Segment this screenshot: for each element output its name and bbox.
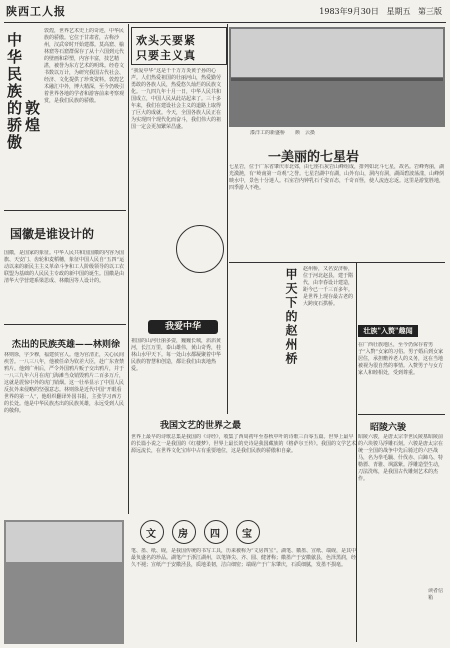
headline-line2: 只要主义真 [136, 49, 196, 62]
photo-sky-bottom [6, 522, 122, 562]
masthead-rule [4, 22, 446, 23]
article-title-zhaozhou: 甲天下的赵州桥 [284, 268, 298, 366]
photo-bridge-deck [231, 78, 443, 81]
date: 1983年9月30日 [319, 7, 379, 16]
rule [358, 414, 445, 415]
column-rule [128, 24, 129, 514]
weekday: 星期五 [386, 7, 411, 16]
article-title-zhaoling: 昭陵六骏 [370, 423, 407, 433]
article-title-qixingyan: 一美丽的七星岩 [268, 150, 360, 165]
photo-sky [231, 29, 443, 77]
wenfang-char-2: 房 [178, 529, 188, 540]
article-body-love: 祖国的山河壮丽多姿，巍巍长城，滔滔黄河，长江万里，泰山雄伟，黄山奇秀，桂林山水甲天下。每一处山水都凝聚着中华民族的智慧和创造，都让我们由衷地热爱。 [131, 338, 222, 372]
article-body-guohui: 国徽，是国家的象征。中华人民共和国国徽的内容为国旗、天安门、齿轮和麦稻穗，象征中国人民自“五四”运动以来的新民主主义革命斗争和工人阶级领导的以工农联盟为基础的人民民主专政的新中国的诞生。国徽是由清华大学营建系梁思成、林徽因等人设计的。 [4, 250, 125, 284]
reader-column: 读者信箱 [428, 588, 444, 601]
article-body-linzexu: 林则徐，字少穆，福建侯官人。他为官清正，关心民间疾苦。一八三八年，他被任命为钦差大臣，赴广东查禁鸦片。他到广州后，严令外国鸦片贩子交出鸦片，并于一八三九年六月在虎门海滩当众销毁鸦片二百多万斤，这就是震惊中外的虎门销烟。这一壮举显示了中国人民反抗外来侵略的坚强意志。林则徐是近代中国“开眼看世界的第一人”，他组织翻译外国书报，主张学习西方的长处。他是中华民族杰出的民族英雄，永远受到人民的敬仰。 [4, 352, 125, 414]
column-banner-jiangnan: 壮族"入赘"趣闻 [358, 325, 418, 337]
article-body-minzu: 敦煌，世界艺术史上的奇迹，中华民族的骄傲。它位于甘肃省，古称沙州，汉武帝时开始建郡。莫高窟、榆林窟等石窟群保存了从十六国到元代的壁画和彩塑，内容丰富，技艺精湛，被誉为东方艺术的明珠。经卷文书数以万计，为研究我国古代社会、经济、文化提供了珍贵资料。敦煌艺术融汇中外，博大精深，至今仍吸引着世界各地的学者和游客前来考察观赏，是我们民族的骄傲。 [44, 28, 125, 104]
wenfang-char-3: 四 [210, 529, 220, 540]
masthead-date [314, 6, 442, 17]
article-title-literature: 我国文艺的世界之最 [160, 421, 242, 431]
article-body-middle: “我爱中华”这是千千万万炎黄子孙的心声。人们热爱祖国的壮丽河山，热爱勤劳勇敢的各族人民，热爱悠久灿烂的民族文化。一九四九年十月一日，中华人民共和国成立，中国人民从此站起来了。三十多年来，我们在建设社会主义的道路上取得了巨大的成就。今天，全国各族人民正在为实现四个现代化而奋斗，我们伟大的祖国一定会更加繁荣昌盛。 [131, 68, 222, 130]
article-title-dunhuang: 敦煌 [23, 100, 41, 134]
article-body-jiangnan: 在广西壮族地区，至今仍保存着男子“入赘”女家的习俗。男子婚后到女家居住，承担赡养老人的义务，这在当地被视为很自然的事情。入赘男子与女方家人和睦相处，受到尊重。 [358, 342, 444, 376]
article-body-qixingyan: 七星岩，位于广东省肇庆市北郊，由七座石灰岩山峰组成，排列如北斗七星，故名。岩峰秀丽，湖光潋滟，有“岭南第一奇观”之誉。七星岩湖中有湖，山外有山，洞内有洞，湖面碧波荡漾，山峰倒映水中，景色十分迷人。石室岩内钟乳石千姿百态，千奇百怪，使人流连忘返。这里是游览胜地，四季游人不绝。 [229, 164, 445, 191]
rule [4, 210, 126, 211]
wenfang-char-1: 文 [146, 529, 156, 540]
emblem-decoration [176, 225, 224, 273]
photo-caption: 漆洋工的新盛桥 颜 云摄 [250, 130, 316, 136]
rule [4, 324, 126, 325]
page-number: 第三版 [418, 7, 442, 16]
article-body-wenfang: 笔、墨、纸、砚，是我国传统的书写工具，历来被称为“文房四宝”。湖笔、徽墨、宣纸、端砚，是其中最负盛名的珍品。湖笔产于浙江湖州，以笔锋尖、齐、圆、健著称；徽墨产于安徽歙县，色泽黑润，经久不褪；宣纸产于安徽泾县，质地柔韧，洁白细密；端砚产于广东肇庆，石质细腻，发墨不损毫。 [131, 548, 357, 568]
column-banner-love: 我爱中华 [148, 320, 218, 334]
article-body-literature: 世界上最早的诗歌总集是我国的《诗经》，收集了西周初年至春秋中叶的诗歌三百零五篇。世界上最早的长篇小说之一是我国的《红楼梦》，世界上最长的史诗是我国藏族的《格萨尔王传》。我国的文学艺术源远流长，在世界文化宝库中占有重要地位，这是我们民族的骄傲和自豪。 [131, 434, 357, 454]
article-title-guohui: 国徽是谁设计的 [10, 227, 95, 241]
headline-line1: 欢头天要紧 [136, 34, 196, 47]
article-body-zhaoling: 昭陵六骏，是唐太宗李世民陵墓昭陵前的六块骏马浮雕石刻。六骏是唐太宗在统一全国的战争中先后骑过的六匹战马，名为拳毛騧、什伐赤、白蹄乌、特勒骠、青骓、飒露紫。浮雕造型生动，刀法洗练，是我国古代雕刻艺术的杰作。 [358, 434, 444, 482]
column-rule [227, 24, 228, 414]
article-title-linzexu: 杰出的民族英雄——林则徐 [12, 340, 121, 350]
masthead-title: 陕西工人报 [6, 5, 66, 18]
article-body-zhaozhou-a: 赵州桥，又名安济桥，位于河北赵县，建于隋代，由李春设计建造，距今已一千三百多年。是世界上现存最古老的大跨度石拱桥。 [303, 266, 353, 307]
article-title-minzu: 中华民族的骄傲 [5, 32, 23, 151]
masthead [0, 0, 450, 22]
wenfang-char-4: 宝 [242, 529, 252, 540]
rule [229, 262, 445, 263]
column-rule [356, 262, 357, 642]
